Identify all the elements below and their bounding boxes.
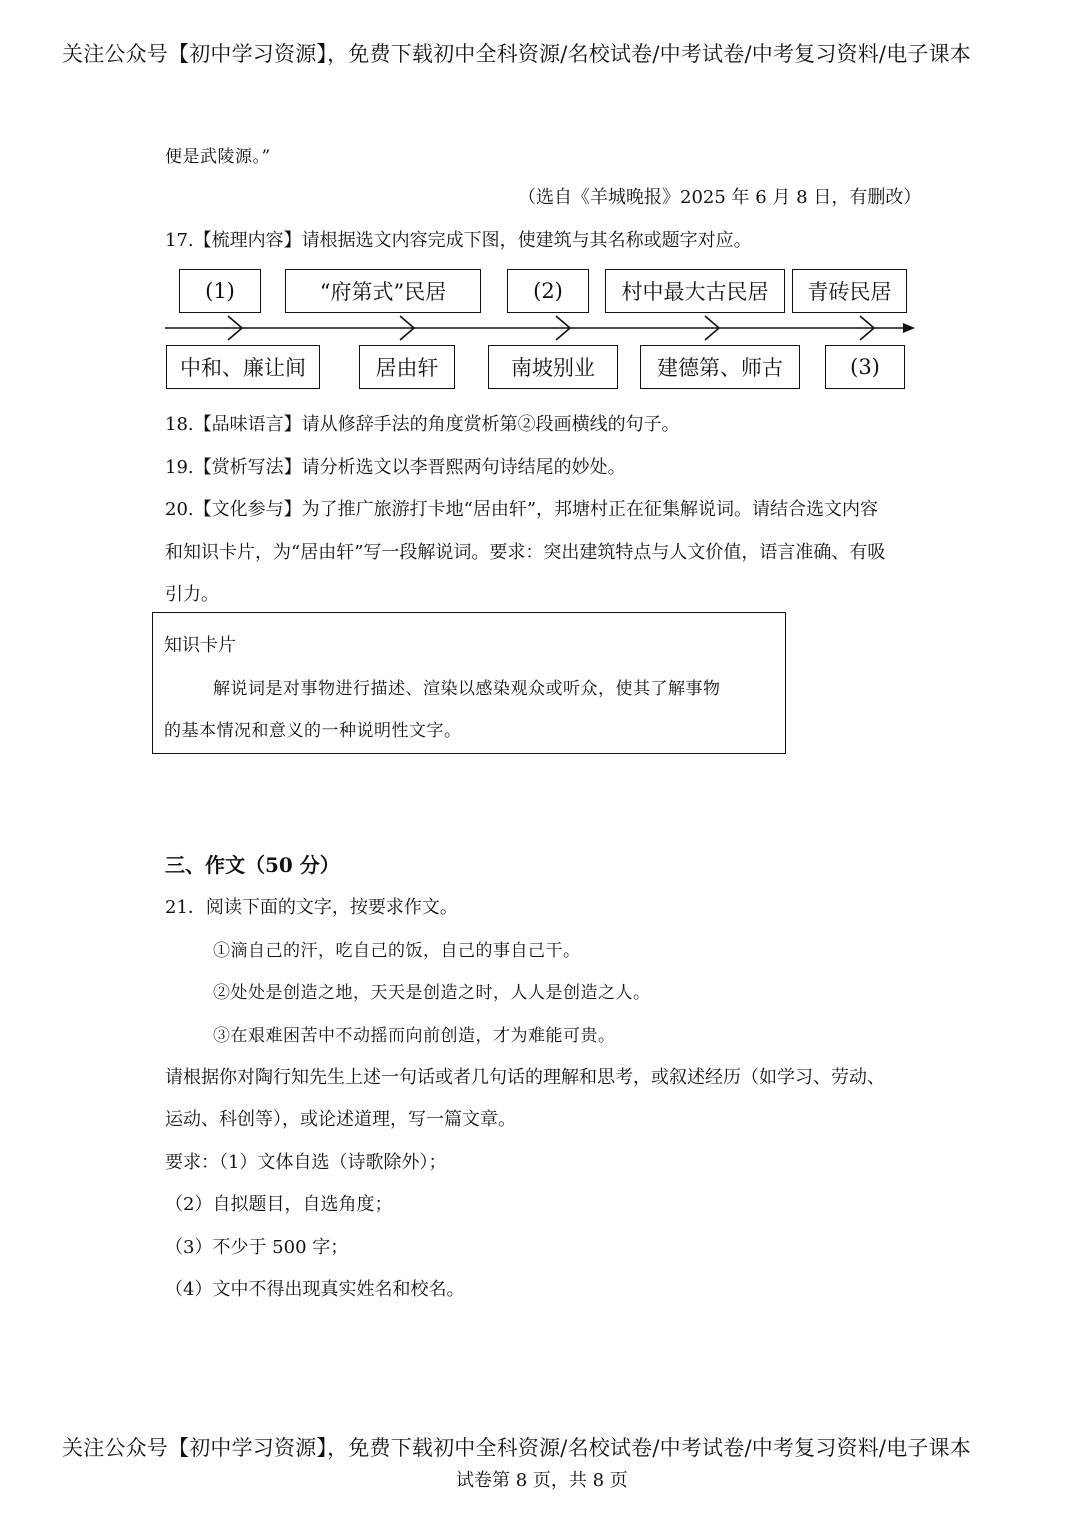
timeline-arrow bbox=[0, 0, 1080, 400]
question-21: 21．阅读下面的文字，按要求作文。 bbox=[165, 897, 458, 918]
knowledge-card-title: 知识卡片 bbox=[164, 635, 236, 656]
page-number: 试卷第 8 页，共 8 页 bbox=[456, 1470, 628, 1491]
bottom-box-4: 建德第、师古 bbox=[640, 345, 800, 389]
bottom-box-2: 居由轩 bbox=[359, 345, 455, 389]
prompt-line1: 请根据你对陶行知先生上述一句话或者几句话的理解和思考，或叙述经历（如学习、劳动、 bbox=[165, 1067, 885, 1088]
passage-tail: 便是武陵源。” bbox=[165, 147, 271, 167]
section-heading: 三、作文（50 分） bbox=[165, 853, 340, 877]
knowledge-card bbox=[152, 612, 786, 754]
question-20-line3: 引力。 bbox=[165, 584, 219, 605]
question-20-line2: 和知识卡片，为“居由轩”写一段解说词。要求：突出建筑特点与人文价值，语言准确、有吸 bbox=[165, 542, 886, 563]
bottom-box-3: 南坡别业 bbox=[488, 345, 618, 389]
bottom-box-5: (3) bbox=[825, 345, 905, 389]
footer-banner: 关注公众号【初中学习资源】，免费下载初中全科资源/名校试卷/中考试卷/中考复习资料/电子课本 bbox=[62, 1436, 971, 1460]
quote-1: ①滴自己的汗，吃自己的饭，自己的事自己干。 bbox=[213, 941, 581, 961]
source-note: （选自《羊城晚报》2025 年 6 月 8 日，有删改） bbox=[518, 187, 922, 208]
top-box-3: (2) bbox=[507, 269, 589, 313]
requirement-1: 要求：（1）文体自选（诗歌除外）； bbox=[165, 1152, 447, 1173]
requirement-2: （2）自拟题目，自选角度； bbox=[165, 1194, 393, 1215]
question-17: 17.【梳理内容】请根据选文内容完成下图，使建筑与其名称或题字对应。 bbox=[165, 230, 752, 251]
question-19: 19.【赏析写法】请分析选文以李晋熙两句诗结尾的妙处。 bbox=[165, 457, 626, 478]
knowledge-card-line2: 的基本情况和意义的一种说明性文字。 bbox=[164, 721, 462, 741]
knowledge-card-line1: 解说词是对事物进行描述、渲染以感染观众或听众，使其了解事物 bbox=[213, 679, 721, 699]
top-box-1: (1) bbox=[179, 269, 261, 313]
question-18: 18.【品味语言】请从修辞手法的角度赏析第②段画横线的句子。 bbox=[165, 414, 680, 435]
prompt-line2: 运动、科创等），或论述道理，写一篇文章。 bbox=[165, 1109, 516, 1130]
question-20-line1: 20.【文化参与】为了推广旅游打卡地“居由轩”，邦塘村正在征集解说词。请结合选文内容 bbox=[165, 499, 879, 520]
top-box-5: 青砖民居 bbox=[792, 269, 907, 313]
quote-3: ③在艰难困苦中不动摇而向前创造，才为难能可贵。 bbox=[213, 1026, 616, 1046]
top-box-4: 村中最大古民居 bbox=[605, 269, 785, 313]
quote-2: ②处处是创造之地，天天是创造之时，人人是创造之人。 bbox=[213, 983, 651, 1003]
requirement-3: （3）不少于 500 字； bbox=[165, 1237, 349, 1258]
header-banner: 关注公众号【初中学习资源】，免费下载初中全科资源/名校试卷/中考试卷/中考复习资料/电子课本 bbox=[62, 42, 971, 66]
top-box-2: “府第式”民居 bbox=[285, 269, 481, 313]
requirement-4: （4）文中不得出现真实姓名和校名。 bbox=[165, 1279, 465, 1300]
bottom-box-1: 中和、廉让间 bbox=[166, 345, 320, 389]
